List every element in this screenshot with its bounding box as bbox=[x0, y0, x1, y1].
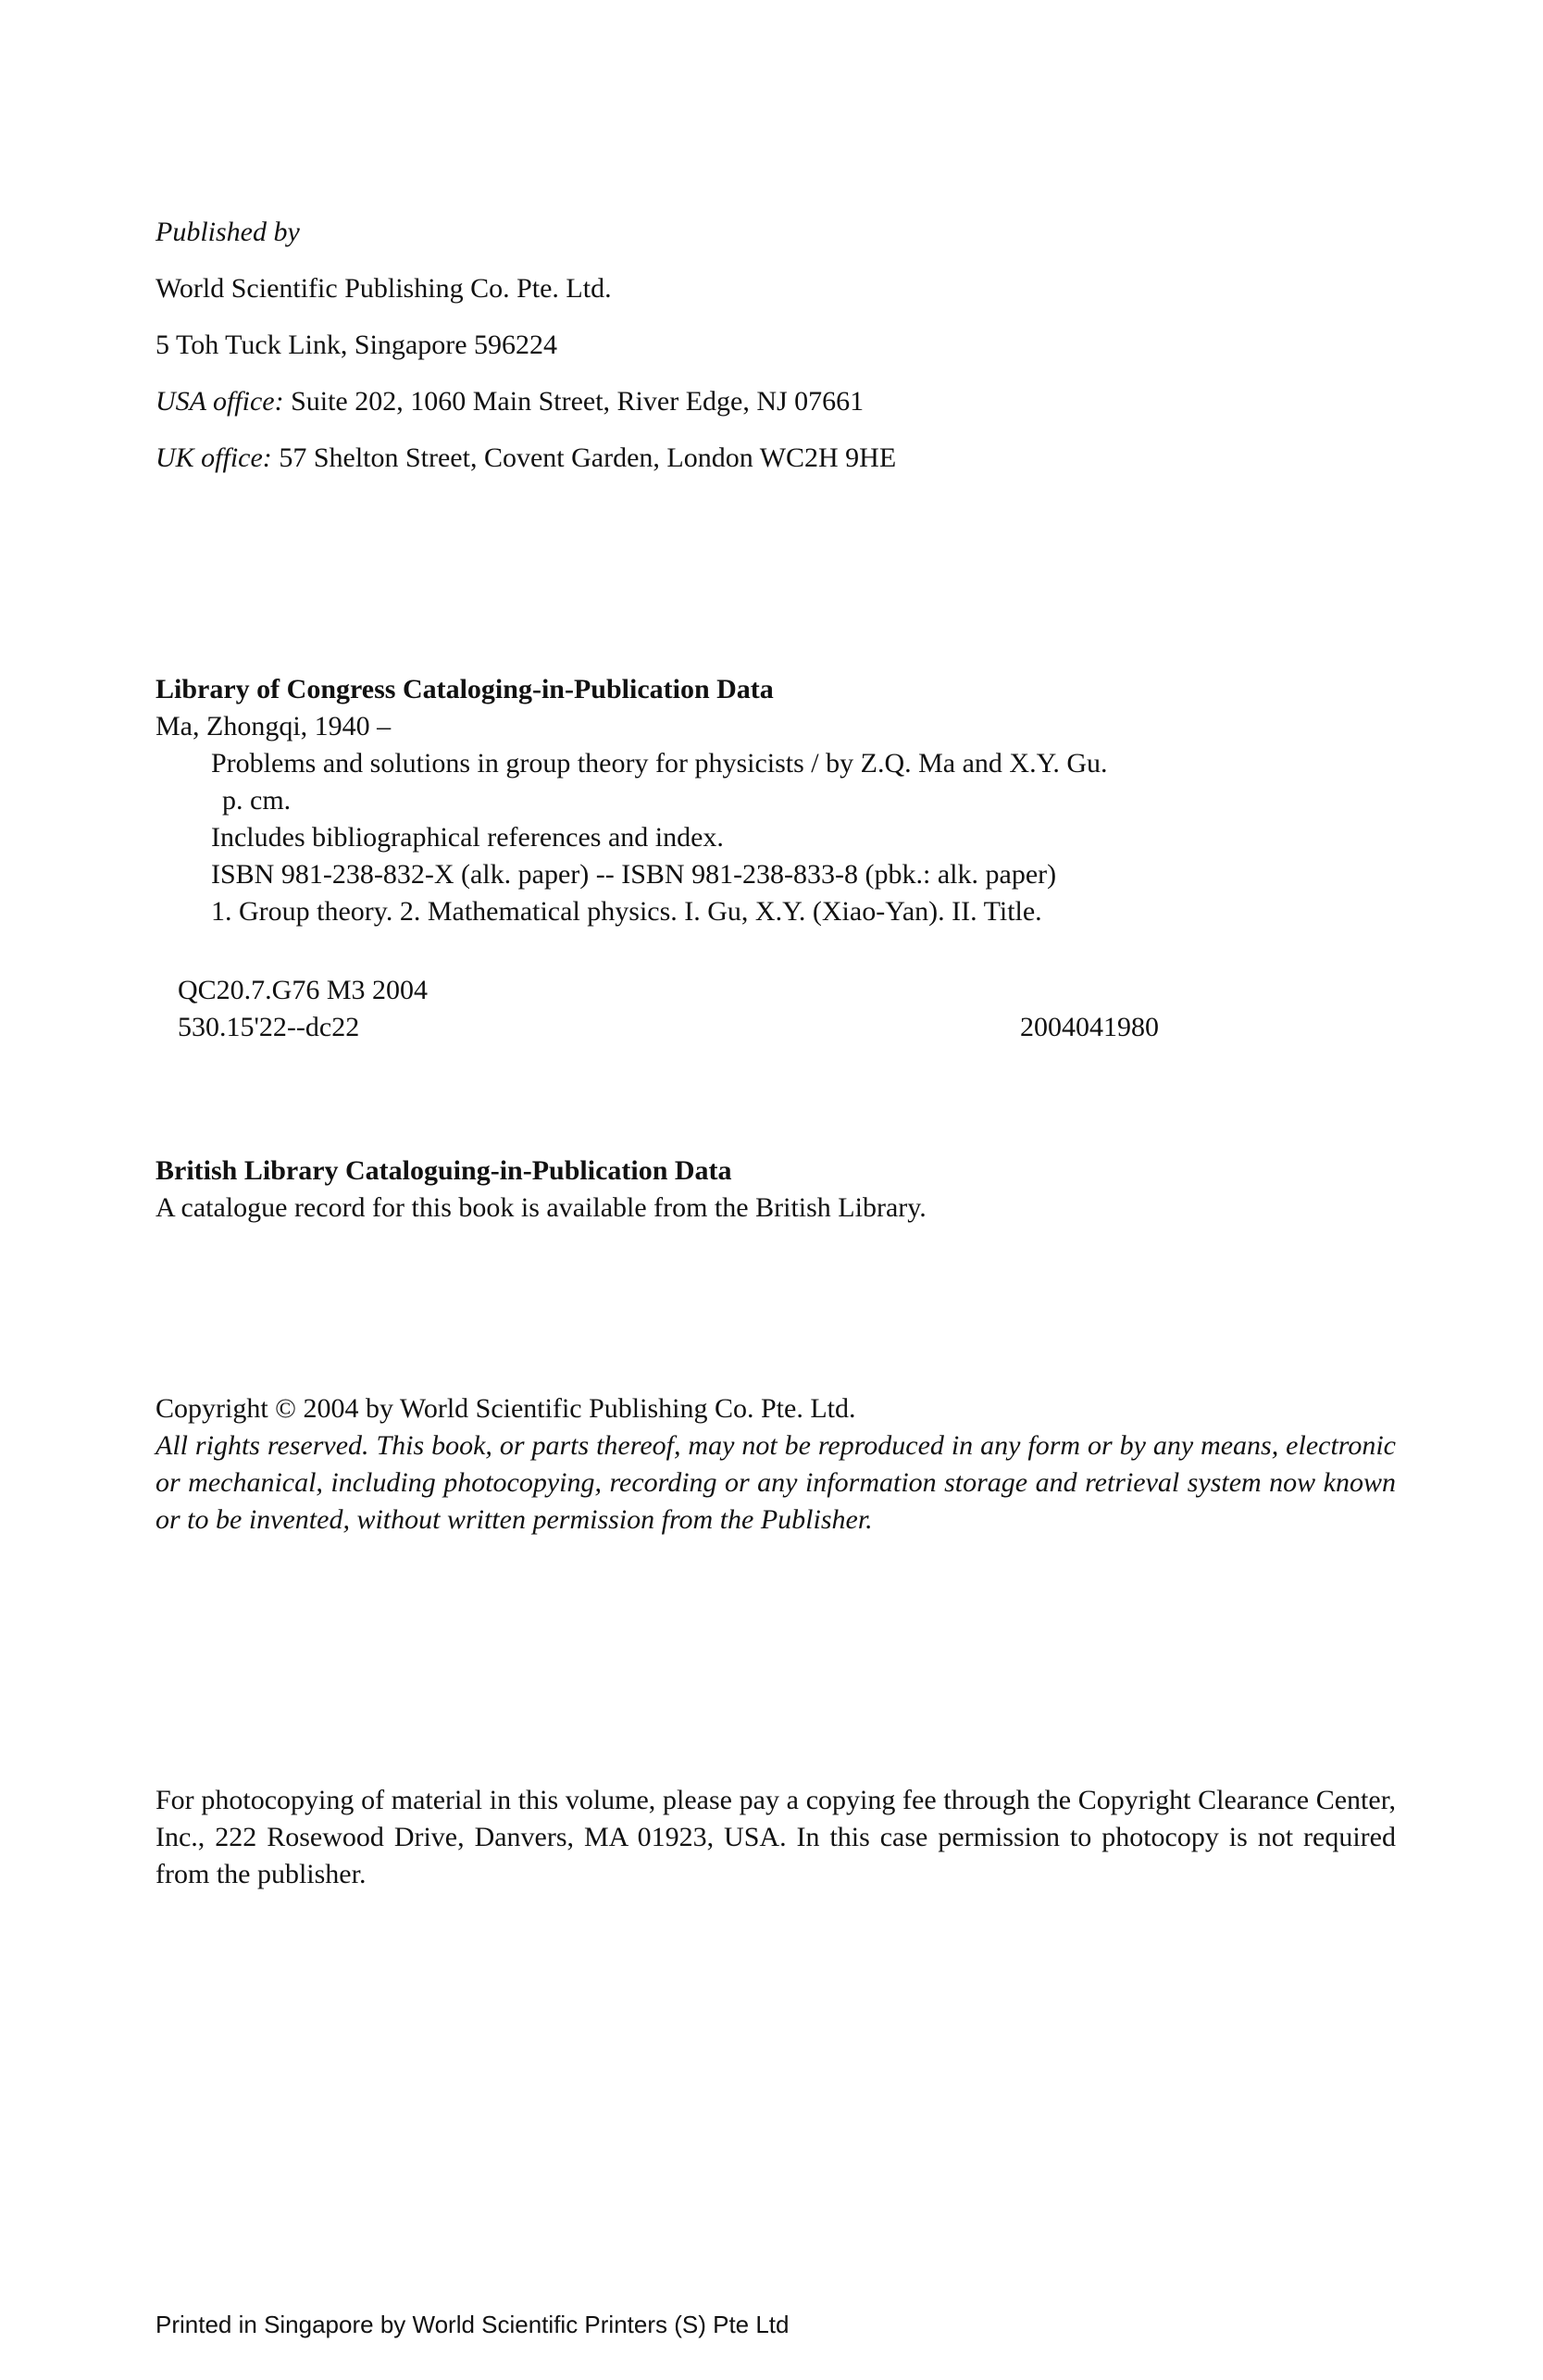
printed-in-line: Printed in Singapore by World Scientific Printers (S) Pte Ltd bbox=[156, 2311, 790, 2338]
british-heading: British Library Cataloguing-in-Publication Data bbox=[156, 1155, 732, 1186]
rights-reserved-text: All rights reserved. This book, or parts thereof, may not be reproduced in any form or by any means, electronic or mechanical, including photocopying, recording or any information storage and retrieval system now known or to be invented, without written permission from the Publisher. bbox=[156, 1430, 1396, 1535]
loc-author: Ma, Zhongqi, 1940 – bbox=[156, 711, 392, 741]
loc-heading: Library of Congress Cataloging-in-Publication Data bbox=[156, 674, 774, 704]
loc-dewey: 530.15'22--dc22 bbox=[178, 1012, 360, 1042]
loc-classification-block bbox=[156, 972, 1396, 1046]
copyright-block bbox=[156, 1390, 1396, 1539]
british-text: A catalogue record for this book is available from the British Library. bbox=[156, 1192, 927, 1223]
loc-cip-block bbox=[156, 671, 1396, 930]
loc-call-number: QC20.7.G76 M3 2004 bbox=[178, 975, 429, 1005]
photocopy-text: For photocopying of material in this volume, please pay a copying fee through the Copyright Clearance Center, Inc., 222 Rosewood Drive, Danvers, MA 01923, USA. In this case permission to photocopy is not required from the publisher. bbox=[156, 1785, 1396, 1889]
loc-lccn: 2004041980 bbox=[1020, 1012, 1159, 1042]
loc-subjects: 1. Group theory. 2. Mathematical physics. I. Gu, X.Y. (Xiao-Yan). II. Title. bbox=[211, 896, 1042, 927]
publisher-address: 5 Toh Tuck Link, Singapore 596224 bbox=[156, 330, 558, 360]
loc-includes: Includes bibliographical references and index. bbox=[211, 822, 724, 853]
uk-office-label: UK office: bbox=[156, 442, 272, 473]
usa-office-address: Suite 202, 1060 Main Street, River Edge, NJ 07661 bbox=[291, 386, 865, 417]
loc-dewey-row bbox=[156, 1009, 1159, 1046]
copyright-line: Copyright © 2004 by World Scientific Publishing Co. Pte. Ltd. bbox=[156, 1393, 856, 1424]
photocopy-block bbox=[156, 1782, 1396, 1893]
publisher-block bbox=[156, 204, 1396, 486]
loc-title: Problems and solutions in group theory for physicists / by Z.Q. Ma and X.Y. Gu. bbox=[211, 748, 1108, 779]
loc-isbn: ISBN 981-238-832-X (alk. paper) -- ISBN 981-238-833-8 (pbk.: alk. paper) bbox=[211, 859, 1057, 890]
loc-pages: p. cm. bbox=[222, 785, 292, 816]
uk-office-line bbox=[156, 430, 1396, 486]
publisher-name: World Scientific Publishing Co. Pte. Ltd. bbox=[156, 273, 612, 304]
published-by-heading: Published by bbox=[156, 217, 300, 247]
uk-office-address: 57 Shelton Street, Covent Garden, London WC2H 9HE bbox=[279, 442, 897, 473]
usa-office-label: USA office: bbox=[156, 386, 284, 417]
british-cip-block bbox=[156, 1153, 1396, 1227]
usa-office-line bbox=[156, 373, 1396, 430]
